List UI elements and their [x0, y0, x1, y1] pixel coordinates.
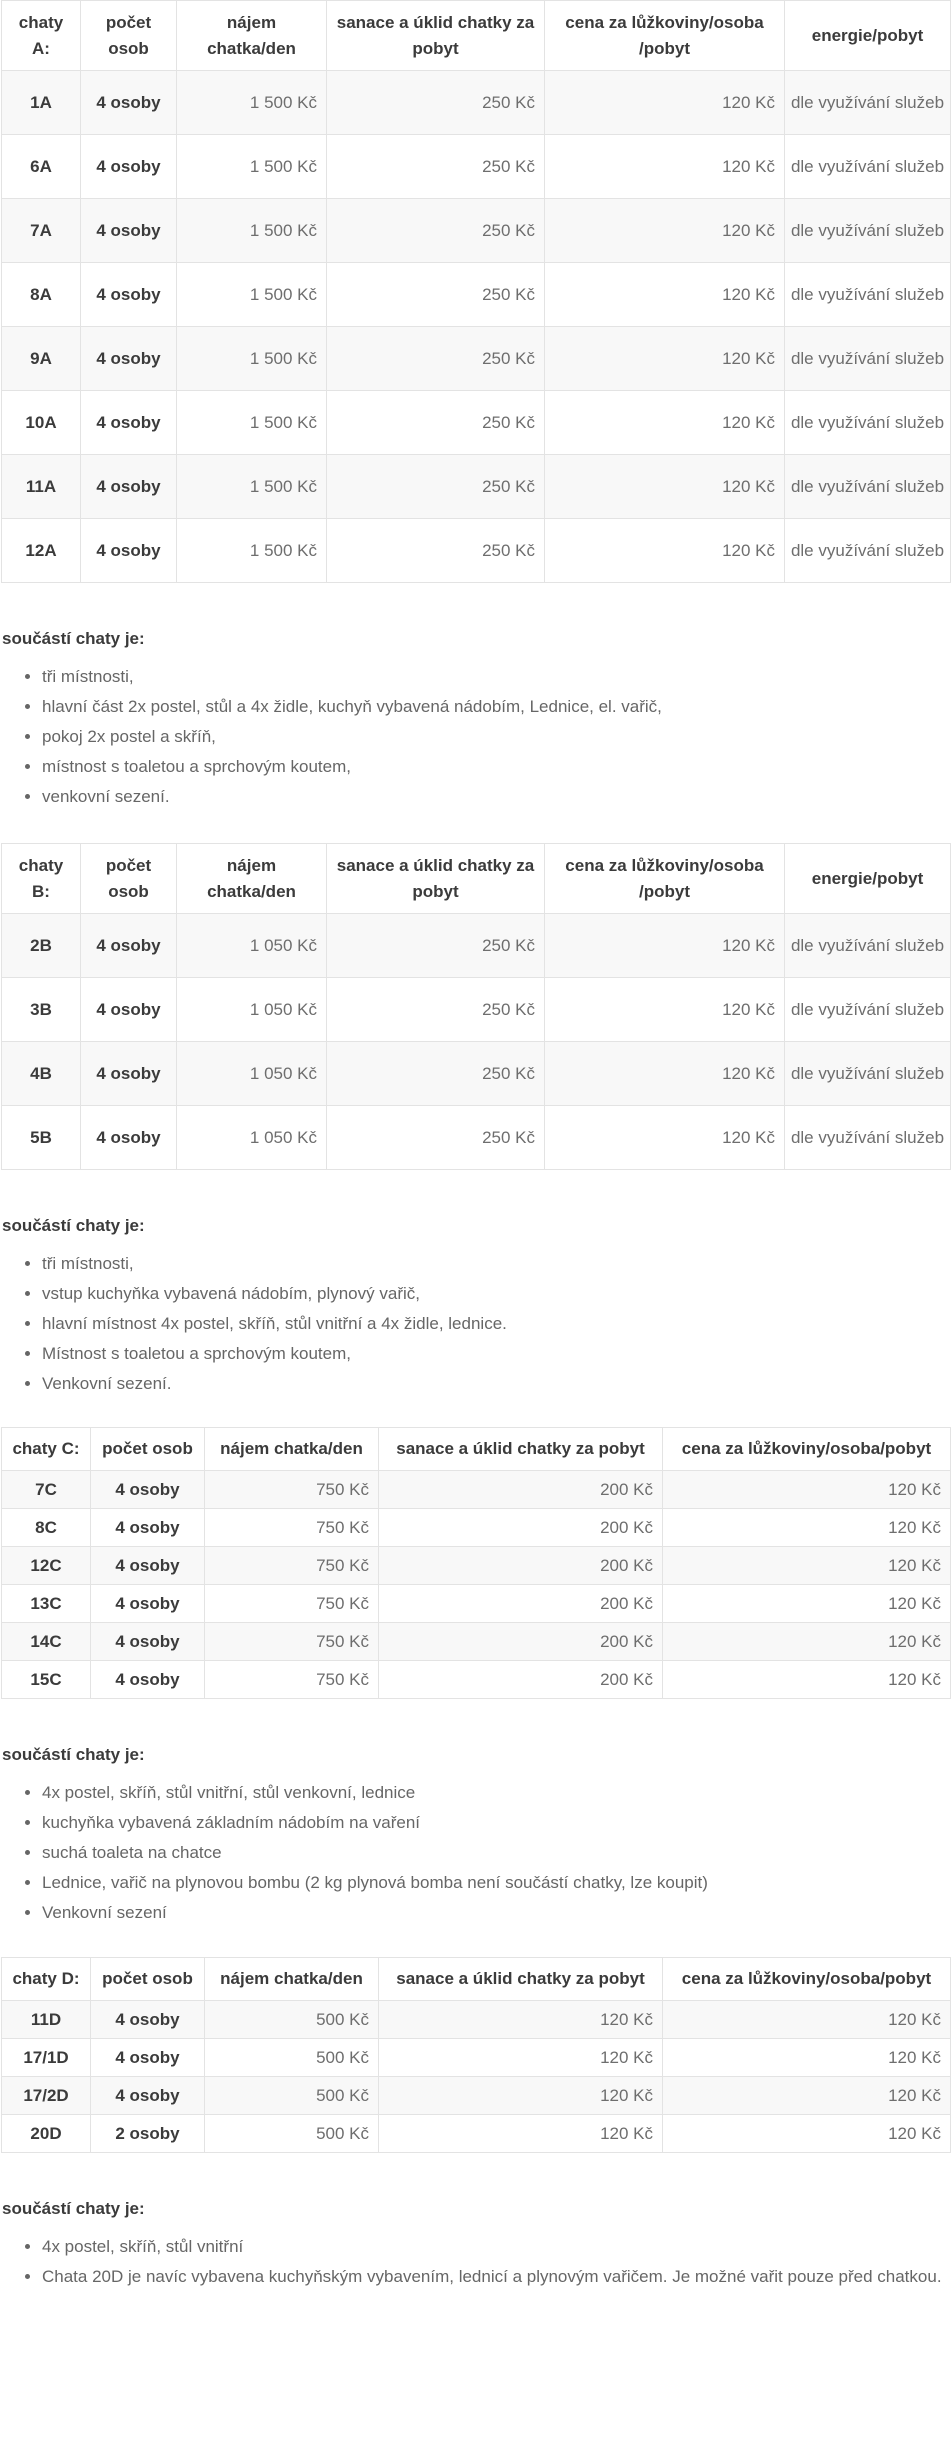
bedding-fee-cell: 120 Kč: [663, 2115, 951, 2153]
rent-per-day-cell: 750 Kč: [205, 1661, 379, 1699]
cabin-name-cell: 9A: [2, 327, 81, 391]
includes-a-list: [0, 665, 951, 809]
cleaning-fee-cell: 250 Kč: [327, 978, 545, 1042]
energy-cell: dle využívání služeb: [785, 391, 951, 455]
rent-per-day-cell: 1 500 Kč: [177, 519, 327, 583]
table-header-row: [2, 1428, 951, 1471]
table-row: [2, 1623, 951, 1661]
column-header: počet osob: [81, 1, 177, 71]
rent-per-day-cell: 1 500 Kč: [177, 135, 327, 199]
column-header: cena za lůžkoviny/osoba /pobyt: [545, 1, 785, 71]
bedding-fee-cell: 120 Kč: [663, 2001, 951, 2039]
cabin-name-cell: 4B: [2, 1042, 81, 1106]
list-item: • pokoj 2x postel a skříň,: [42, 725, 951, 749]
cleaning-fee-cell: 120 Kč: [379, 2077, 663, 2115]
table-row: [2, 2077, 951, 2115]
rent-per-day-cell: 1 500 Kč: [177, 199, 327, 263]
table-row: [2, 1042, 951, 1106]
persons-cell: 4 osoby: [81, 455, 177, 519]
table-row: [2, 199, 951, 263]
column-header: chaty D:: [2, 1958, 91, 2001]
cleaning-fee-cell: 200 Kč: [379, 1623, 663, 1661]
persons-cell: 4 osoby: [91, 1547, 205, 1585]
bedding-fee-cell: 120 Kč: [545, 263, 785, 327]
cabin-name-cell: 2B: [2, 914, 81, 978]
persons-cell: 4 osoby: [81, 135, 177, 199]
column-header: cena za lůžkoviny/osoba/pobyt: [663, 1958, 951, 2001]
rent-per-day-cell: 1 500 Kč: [177, 71, 327, 135]
rent-per-day-cell: 750 Kč: [205, 1623, 379, 1661]
rent-per-day-cell: 750 Kč: [205, 1471, 379, 1509]
persons-cell: 4 osoby: [81, 914, 177, 978]
table-row: [2, 455, 951, 519]
cleaning-fee-cell: 120 Kč: [379, 2001, 663, 2039]
persons-cell: 4 osoby: [81, 391, 177, 455]
rent-per-day-cell: 1 500 Kč: [177, 455, 327, 519]
bedding-fee-cell: 120 Kč: [545, 391, 785, 455]
list-item: • kuchyňka vybavená základním nádobím na vaření: [42, 1811, 951, 1835]
cleaning-fee-cell: 120 Kč: [379, 2115, 663, 2153]
bedding-fee-cell: 120 Kč: [545, 914, 785, 978]
cabin-name-cell: 12A: [2, 519, 81, 583]
rent-per-day-cell: 750 Kč: [205, 1585, 379, 1623]
cleaning-fee-cell: 250 Kč: [327, 1042, 545, 1106]
column-header: nájem chatka/den: [177, 844, 327, 914]
column-header: sanace a úklid chatky za pobyt: [379, 1958, 663, 2001]
cleaning-fee-cell: 250 Kč: [327, 391, 545, 455]
includes-d-list: [0, 2235, 951, 2289]
list-item: • Chata 20D je navíc vybavena kuchyňským vybavením, lednicí a plynovým vařičem. Je možné vařit pouze před chatkou.: [42, 2265, 951, 2289]
column-header: cena za lůžkoviny/osoba/pobyt: [663, 1428, 951, 1471]
bedding-fee-cell: 120 Kč: [663, 1585, 951, 1623]
cleaning-fee-cell: 200 Kč: [379, 1547, 663, 1585]
bedding-fee-cell: 120 Kč: [663, 2077, 951, 2115]
cleaning-fee-cell: 200 Kč: [379, 1661, 663, 1699]
bedding-fee-cell: 120 Kč: [545, 135, 785, 199]
rent-per-day-cell: 500 Kč: [205, 2001, 379, 2039]
energy-cell: dle využívání služeb: [785, 914, 951, 978]
cleaning-fee-cell: 250 Kč: [327, 455, 545, 519]
cabins-c-table: [1, 1427, 951, 1699]
persons-cell: 4 osoby: [91, 1471, 205, 1509]
cabin-name-cell: 11D: [2, 2001, 91, 2039]
column-header: nájem chatka/den: [205, 1428, 379, 1471]
list-item: • Místnost s toaletou a sprchovým koutem,: [42, 1342, 951, 1366]
list-item: • vstup kuchyňka vybavená nádobím, plynový vařič,: [42, 1282, 951, 1306]
bedding-fee-cell: 120 Kč: [663, 1471, 951, 1509]
table-row: [2, 2115, 951, 2153]
energy-cell: dle využívání služeb: [785, 1042, 951, 1106]
energy-cell: dle využívání služeb: [785, 519, 951, 583]
rent-per-day-cell: 750 Kč: [205, 1547, 379, 1585]
cleaning-fee-cell: 250 Kč: [327, 327, 545, 391]
bedding-fee-cell: 120 Kč: [663, 1661, 951, 1699]
persons-cell: 4 osoby: [91, 1585, 205, 1623]
column-header: nájem chatka/den: [205, 1958, 379, 2001]
column-header: sanace a úklid chatky za pobyt: [379, 1428, 663, 1471]
table-header-row: [2, 844, 951, 914]
includes-d-title: součástí chaty je:: [2, 2199, 145, 2218]
table-row: [2, 1547, 951, 1585]
table-row: [2, 135, 951, 199]
cabin-name-cell: 10A: [2, 391, 81, 455]
persons-cell: 4 osoby: [91, 1509, 205, 1547]
energy-cell: dle využívání služeb: [785, 327, 951, 391]
rent-per-day-cell: 1 050 Kč: [177, 1042, 327, 1106]
energy-cell: dle využívání služeb: [785, 1106, 951, 1170]
persons-cell: 4 osoby: [81, 263, 177, 327]
rent-per-day-cell: 500 Kč: [205, 2077, 379, 2115]
persons-cell: 4 osoby: [81, 1106, 177, 1170]
persons-cell: 2 osoby: [91, 2115, 205, 2153]
bedding-fee-cell: 120 Kč: [663, 2039, 951, 2077]
bedding-fee-cell: 120 Kč: [663, 1547, 951, 1585]
list-item: • suchá toaleta na chatce: [42, 1841, 951, 1865]
table-row: [2, 2001, 951, 2039]
column-header: energie/pobyt: [785, 844, 951, 914]
cabin-name-cell: 12C: [2, 1547, 91, 1585]
list-item: • místnost s toaletou a sprchovým koutem,: [42, 755, 951, 779]
table-row: [2, 1509, 951, 1547]
cabins-a-table: [1, 0, 951, 583]
cabin-name-cell: 17/1D: [2, 2039, 91, 2077]
column-header: chaty C:: [2, 1428, 91, 1471]
cabin-name-cell: 11A: [2, 455, 81, 519]
bedding-fee-cell: 120 Kč: [545, 978, 785, 1042]
list-item: • 4x postel, skříň, stůl vnitřní, stůl venkovní, lednice: [42, 1781, 951, 1805]
persons-cell: 4 osoby: [91, 1623, 205, 1661]
table-row: [2, 71, 951, 135]
table-row: [2, 263, 951, 327]
table-header-row: [2, 1958, 951, 2001]
bedding-fee-cell: 120 Kč: [545, 71, 785, 135]
rent-per-day-cell: 750 Kč: [205, 1509, 379, 1547]
column-header: cena za lůžkoviny/osoba /pobyt: [545, 844, 785, 914]
cabins-b-table: [1, 843, 951, 1170]
cleaning-fee-cell: 250 Kč: [327, 199, 545, 263]
table-row: [2, 1585, 951, 1623]
rent-per-day-cell: 1 500 Kč: [177, 263, 327, 327]
table-row: [2, 1471, 951, 1509]
rent-per-day-cell: 1 050 Kč: [177, 978, 327, 1042]
column-header: chaty A:: [2, 1, 81, 71]
table-row: [2, 978, 951, 1042]
column-header: počet osob: [91, 1428, 205, 1471]
table-row: [2, 914, 951, 978]
cleaning-fee-cell: 120 Kč: [379, 2039, 663, 2077]
cabin-name-cell: 15C: [2, 1661, 91, 1699]
bedding-fee-cell: 120 Kč: [663, 1509, 951, 1547]
rent-per-day-cell: 1 050 Kč: [177, 1106, 327, 1170]
energy-cell: dle využívání služeb: [785, 199, 951, 263]
list-item: • tři místnosti,: [42, 1252, 951, 1276]
includes-a-title: součástí chaty je:: [2, 629, 145, 648]
rent-per-day-cell: 500 Kč: [205, 2039, 379, 2077]
energy-cell: dle využívání služeb: [785, 135, 951, 199]
bedding-fee-cell: 120 Kč: [545, 1042, 785, 1106]
persons-cell: 4 osoby: [91, 2077, 205, 2115]
cabin-name-cell: 3B: [2, 978, 81, 1042]
table-row: [2, 1661, 951, 1699]
rent-per-day-cell: 1 050 Kč: [177, 914, 327, 978]
column-header: sanace a úklid chatky za pobyt: [327, 1, 545, 71]
column-header: nájem chatka/den: [177, 1, 327, 71]
cabin-name-cell: 20D: [2, 2115, 91, 2153]
list-item: • Venkovní sezení.: [42, 1372, 951, 1396]
bedding-fee-cell: 120 Kč: [545, 327, 785, 391]
rent-per-day-cell: 1 500 Kč: [177, 327, 327, 391]
list-item: • 4x postel, skříň, stůl vnitřní: [42, 2235, 951, 2259]
list-item: • Lednice, vařič na plynovou bombu (2 kg plynová bomba není součástí chatky, lze koupit): [42, 1871, 951, 1895]
persons-cell: 4 osoby: [81, 978, 177, 1042]
list-item: • Venkovní sezení: [42, 1901, 951, 1925]
bedding-fee-cell: 120 Kč: [545, 1106, 785, 1170]
table-row: [2, 391, 951, 455]
cabin-name-cell: 17/2D: [2, 2077, 91, 2115]
cabin-name-cell: 7C: [2, 1471, 91, 1509]
cabin-name-cell: 8C: [2, 1509, 91, 1547]
column-header: sanace a úklid chatky za pobyt: [327, 844, 545, 914]
rent-per-day-cell: 1 500 Kč: [177, 391, 327, 455]
cabin-name-cell: 1A: [2, 71, 81, 135]
cabin-name-cell: 8A: [2, 263, 81, 327]
list-item: • hlavní část 2x postel, stůl a 4x židle, kuchyň vybavená nádobím, Lednice, el. vařič,: [42, 695, 951, 719]
energy-cell: dle využívání služeb: [785, 978, 951, 1042]
energy-cell: dle využívání služeb: [785, 455, 951, 519]
persons-cell: 4 osoby: [81, 199, 177, 263]
cleaning-fee-cell: 250 Kč: [327, 1106, 545, 1170]
bedding-fee-cell: 120 Kč: [545, 199, 785, 263]
column-header: počet osob: [81, 844, 177, 914]
table-row: [2, 2039, 951, 2077]
bedding-fee-cell: 120 Kč: [545, 519, 785, 583]
persons-cell: 4 osoby: [81, 327, 177, 391]
persons-cell: 4 osoby: [91, 1661, 205, 1699]
includes-b-title: součástí chaty je:: [2, 1216, 145, 1235]
table-row: [2, 519, 951, 583]
cabin-name-cell: 7A: [2, 199, 81, 263]
includes-b-list: [0, 1252, 951, 1396]
persons-cell: 4 osoby: [81, 519, 177, 583]
list-item: • hlavní místnost 4x postel, skříň, stůl vnitřní a 4x židle, lednice.: [42, 1312, 951, 1336]
includes-c-list: [0, 1781, 951, 1925]
list-item: • tři místnosti,: [42, 665, 951, 689]
table-row: [2, 1106, 951, 1170]
cabin-name-cell: 13C: [2, 1585, 91, 1623]
cleaning-fee-cell: 250 Kč: [327, 135, 545, 199]
column-header: chaty B:: [2, 844, 81, 914]
cleaning-fee-cell: 250 Kč: [327, 519, 545, 583]
cleaning-fee-cell: 250 Kč: [327, 71, 545, 135]
persons-cell: 4 osoby: [91, 2001, 205, 2039]
cleaning-fee-cell: 200 Kč: [379, 1585, 663, 1623]
energy-cell: dle využívání služeb: [785, 71, 951, 135]
cabin-name-cell: 6A: [2, 135, 81, 199]
includes-c-title: součástí chaty je:: [2, 1745, 145, 1764]
cabins-d-table: [1, 1957, 951, 2153]
persons-cell: 4 osoby: [81, 71, 177, 135]
cleaning-fee-cell: 250 Kč: [327, 263, 545, 327]
energy-cell: dle využívání služeb: [785, 263, 951, 327]
rent-per-day-cell: 500 Kč: [205, 2115, 379, 2153]
persons-cell: 4 osoby: [91, 2039, 205, 2077]
list-item: • venkovní sezení.: [42, 785, 951, 809]
cabin-name-cell: 5B: [2, 1106, 81, 1170]
bedding-fee-cell: 120 Kč: [545, 455, 785, 519]
table-header-row: [2, 1, 951, 71]
bedding-fee-cell: 120 Kč: [663, 1623, 951, 1661]
cleaning-fee-cell: 200 Kč: [379, 1471, 663, 1509]
cleaning-fee-cell: 200 Kč: [379, 1509, 663, 1547]
table-row: [2, 327, 951, 391]
cleaning-fee-cell: 250 Kč: [327, 914, 545, 978]
column-header: počet osob: [91, 1958, 205, 2001]
persons-cell: 4 osoby: [81, 1042, 177, 1106]
column-header: energie/pobyt: [785, 1, 951, 71]
cabin-name-cell: 14C: [2, 1623, 91, 1661]
